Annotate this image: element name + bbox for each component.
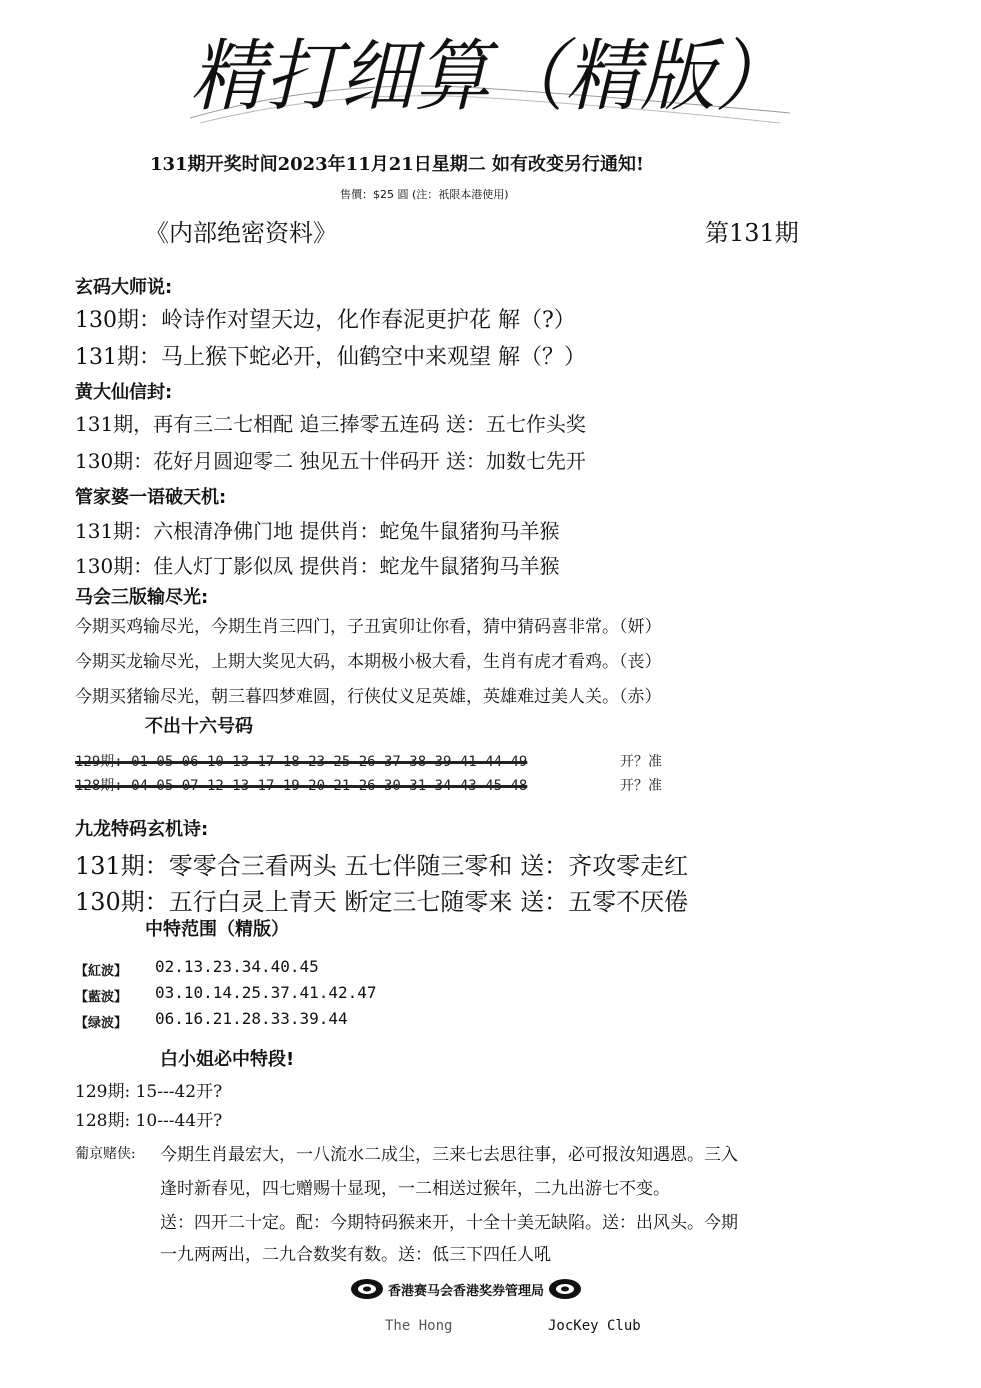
footer-org [350,1278,582,1300]
huang-line-1: 131期，再有三二七相配 追三捧零五连码 送：五七作头奖 [75,412,586,436]
master-line-1: 130期：岭诗作对望天边，化作春泥更护花 解（?） [75,308,576,333]
range-heading: 中特范围（精版） [145,919,289,940]
draw-notice: 131期开奖时间2023年11月21日星期二 如有改变另行通知! [150,154,644,175]
wave-label-green: 【绿波】 [75,1016,128,1031]
horse-line-2: 今期买龙输尽光，上期大奖见大码，本期极小极大看，生肖有虎才看鸡。（丧） [75,652,662,672]
horse-line-3: 今期买猪输尽光，朝三暮四梦难圆，行侠仗义足英雄，英雄难过美人关。（赤） [75,687,662,707]
horse-line-1: 今期买鸡输尽光，今期生肖三四门，子丑寅卯让你看，猜中猜码喜非常。（妍） [75,617,662,637]
doc-title: 《内部绝密资料》 [145,219,337,247]
sixteen-row-1-result: 开？准 [620,754,662,770]
butler-heading: 管家婆一语破天机: [75,487,227,508]
macau-line-3: 送：四开二十定。配：今期特码猴来开，十全十美无缺陷。送：出风头。今期 [160,1213,738,1233]
huang-line-2: 130期：花好月圆迎零二 独见五十伴码开 送：加数七先开 [75,449,586,473]
nine-line-2: 130期：五行白灵上青天 断定三七随零来 送：五零不厌倦 [75,888,689,916]
nine-heading: 九龙特码玄机诗: [75,819,209,840]
wave-numbers-red: 02.13.23.34.40.45 [155,957,319,976]
white-line-2: 128期: 10---44开? [75,1111,223,1131]
wave-numbers-blue: 03.10.14.25.37.41.42.47 [155,983,377,1002]
huang-heading: 黄大仙信封: [75,382,173,403]
footer-right-text: JocKey Club [548,1318,641,1334]
white-heading: 白小姐必中特段! [160,1049,295,1070]
title-logo [180,18,800,138]
master-line-2: 131期：马上猴下蛇必开，仙鹤空中来观望 解（？） [75,345,586,370]
horse-heading: 马会三版输尽光: [75,587,209,608]
wave-label-blue: 【藍波】 [75,990,128,1005]
issue-number: 第131期 [705,219,799,247]
macau-line-1: 今期生肖最宏大，一八流水二成尘，三来七去思往事，必可报汝知遇恩。三入 [160,1145,738,1165]
butler-line-2: 130期：佳人灯丁影似凤 提供肖：蛇龙牛鼠猪狗马羊猴 [75,554,560,578]
macau-line-4: 一九两两出，二九合数奖有数。送：低三下四任人吼 [160,1245,551,1265]
macau-label: 葡京赌侠: [75,1146,136,1162]
wave-numbers-green: 06.16.21.28.33.39.44 [155,1009,348,1028]
macau-line-2: 逢时新春见，四七赠赐十显现，一二相送过猴年，二九出游七不变。 [160,1179,670,1199]
jockey-club-emblem-icon [350,1278,384,1300]
nine-line-1: 131期：零零合三看两头 五七伴随三零和 送：齐攻零走红 [75,852,689,880]
sixteen-row-1: 129期: 01 05 06 10 13 17 18 23 25 26 37 38 39 41 44 49 [75,754,528,770]
jockey-club-emblem-icon-right [548,1278,582,1300]
svg-text:精打细算（精版）: 精打细算（精版） [190,32,790,122]
master-heading: 玄码大师说: [75,277,173,298]
sixteen-row-2: 128期: 04 05 07 12 13 17 19 20 21 26 30 31 34 43 45 48 [75,778,528,794]
footer-org-name: 香港赛马会香港奖券管理局 [388,1283,545,1299]
wave-label-red: 【紅波】 [75,964,128,979]
sixteen-heading: 不出十六号码 [145,716,253,737]
price-note: 售價：$25 圓 (注：祇限本港使用) [340,188,509,201]
title-logo-art [180,18,800,138]
footer-left-text: The Hong [385,1318,453,1334]
sixteen-row-2-result: 开？准 [620,778,662,794]
white-line-1: 129期: 15---42开? [75,1082,223,1102]
butler-line-1: 131期：六根清净佛门地 提供肖：蛇兔牛鼠猪狗马羊猴 [75,519,560,543]
